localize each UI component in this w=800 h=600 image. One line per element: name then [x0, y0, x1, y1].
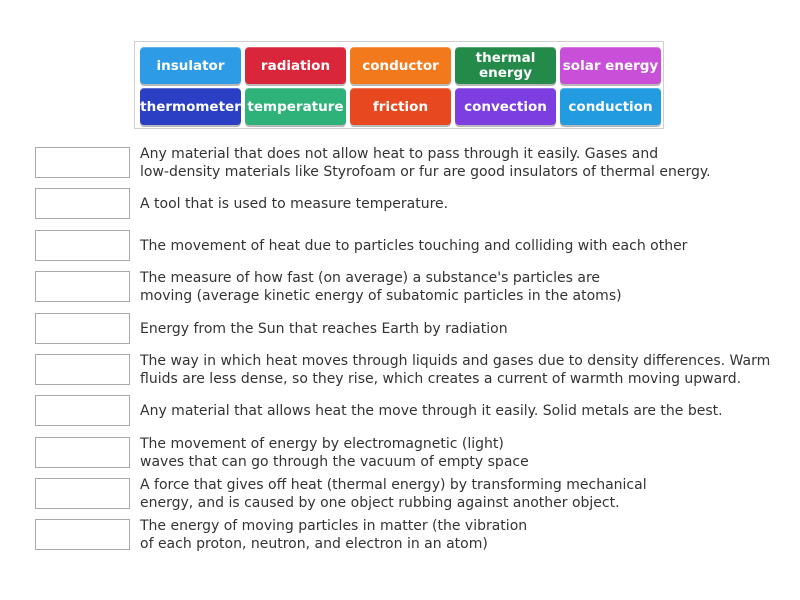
answer-drop-box[interactable] — [35, 230, 130, 261]
match-row — [0, 478, 800, 510]
match-row — [0, 354, 800, 386]
answer-drop-box[interactable] — [35, 437, 130, 468]
word-bank — [134, 41, 664, 129]
word-tile-solar-energy[interactable]: solar energy — [560, 47, 661, 84]
answer-drop-box[interactable] — [35, 519, 130, 550]
word-tile-radiation[interactable]: radiation — [245, 47, 346, 84]
definition-text: A force that gives off heat (thermal energy) by transforming mechanical energy, and is caused by one object rubbing against another object. — [140, 477, 647, 511]
answer-drop-box[interactable] — [35, 313, 130, 344]
word-tile-temperature[interactable]: temperature — [245, 88, 346, 125]
match-row — [0, 437, 800, 469]
word-tile-conduction[interactable]: conduction — [560, 88, 661, 125]
match-row — [0, 313, 800, 345]
word-tile-convection[interactable]: convection — [455, 88, 556, 125]
answer-drop-box[interactable] — [35, 188, 130, 219]
definition-text: The energy of moving particles in matter (the vibration of each proton, neutron, and electron in an atom) — [140, 518, 528, 552]
definition-text: Energy from the Sun that reaches Earth by radiation — [140, 321, 508, 337]
match-row — [0, 271, 800, 303]
answer-drop-box[interactable] — [35, 271, 130, 302]
match-row — [0, 395, 800, 427]
answer-drop-box[interactable] — [35, 395, 130, 426]
definition-text: The way in which heat moves through liquids and gases due to density differences. Warm fluids are less dense, so they rise, which creates a current of warmth moving upward. — [140, 353, 771, 387]
word-tile-friction[interactable]: friction — [350, 88, 451, 125]
word-tile-thermal-energy[interactable]: thermal energy — [455, 47, 556, 84]
answer-drop-box[interactable] — [35, 354, 130, 385]
match-row — [0, 519, 800, 551]
definition-text: The movement of energy by electromagnetic (light) waves that can go through the vacuum of empty space — [140, 436, 529, 470]
definition-text: Any material that does not allow heat to pass through it easily. Gases and low-density materials like Styrofoam or fur are good insulators of thermal energy. — [140, 146, 711, 180]
match-row — [0, 230, 800, 262]
word-tile-insulator[interactable]: insulator — [140, 47, 241, 84]
answer-drop-box[interactable] — [35, 147, 130, 178]
word-tile-conductor[interactable]: conductor — [350, 47, 451, 84]
word-tile-thermometer[interactable]: thermometer — [140, 88, 241, 125]
definition-text: The movement of heat due to particles touching and colliding with each other — [140, 238, 688, 254]
definition-text: The measure of how fast (on average) a substance's particles are moving (average kinetic energy of subatomic particles in the atoms) — [140, 270, 622, 304]
match-row — [0, 188, 800, 220]
match-row — [0, 147, 800, 179]
definition-text: A tool that is used to measure temperature. — [140, 196, 449, 212]
answer-drop-box[interactable] — [35, 478, 130, 509]
definition-text: Any material that allows heat the move through it easily. Solid metals are the best. — [140, 403, 723, 419]
